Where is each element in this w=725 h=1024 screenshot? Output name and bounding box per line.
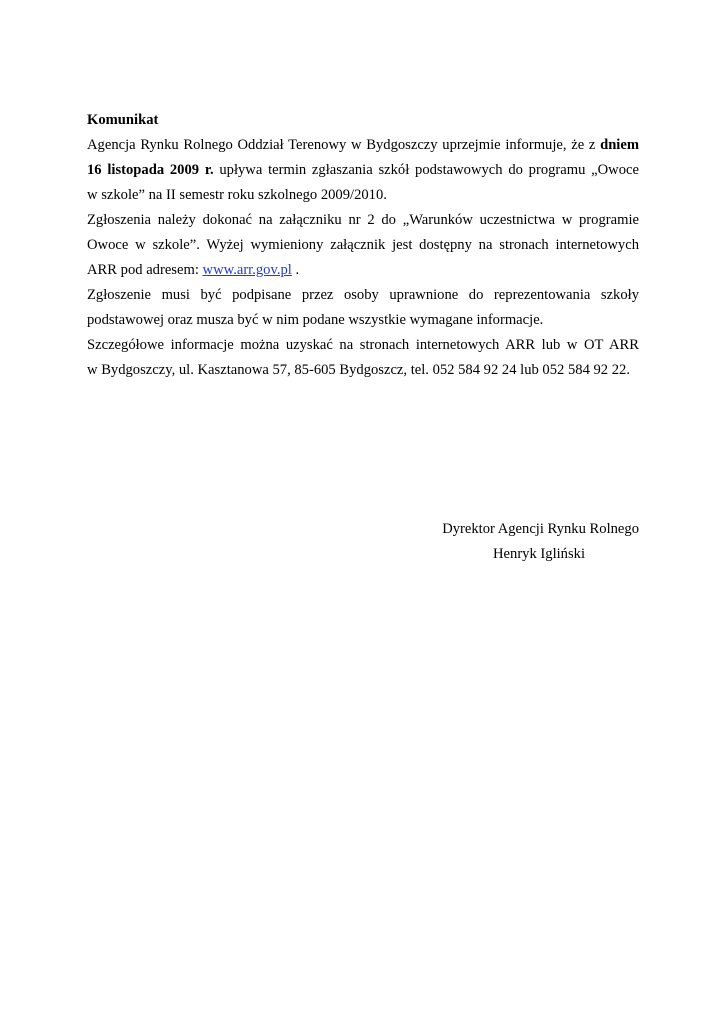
paragraph-line [87,133,639,158]
paragraph-line: Szczegółowe informacje można uzyskać na stronach internetowych ARR lub w OT ARR [87,337,639,353]
paragraph-contact-info [87,333,639,383]
paragraph-deadline [87,133,639,208]
bold-text: dniem [600,137,639,153]
document-body [87,108,639,562]
paragraph-line: w Bydgoszczy, ul. Kasztanowa 57, 85-605 Bydgoszcz, tel. 052 584 92 24 lub 052 584 92 22. [87,362,630,378]
paragraph-signature-requirement [87,283,639,333]
arr-website-link[interactable]: www.arr.gov.pl [202,262,292,278]
document-title: Komunikat [87,112,159,128]
text-span: Agencja Rynku Rolnego Oddział Terenowy w Bydgoszczy uprzejmie informuje, że z [87,137,601,153]
paragraph-line: Owoce w szkole”. Wyżej wymieniony załącznik jest dostępny na stronach internetowych [87,237,639,253]
paragraph-line: w szkole” na II semestr roku szkolnego 2009/2010. [87,187,387,203]
signature-name: Henryk Igliński [493,546,586,562]
paragraph-line [87,258,639,283]
paragraph-attachment [87,208,639,283]
signature-role: Dyrektor Agencji Rynku Rolnego [442,521,639,537]
text-span: ARR pod adresem: [87,262,203,278]
paragraph-line: Zgłoszenie musi być podpisane przez osoby uprawnione do reprezentowania szkoły [87,287,639,303]
paragraph-line: podstawowej oraz musza być w nim podane wszystkie wymagane informacje. [87,312,544,328]
paragraph-line: Zgłoszenia należy dokonać na załączniku nr 2 do „Warunków uczestnictwa w programie [87,212,639,228]
text-span: upływa termin zgłaszania szkół podstawowych do programu „Owoce [213,162,639,178]
bold-date: 16 listopada 2009 r. [87,162,214,178]
signature-block [87,517,639,567]
paragraph-line [87,158,639,183]
text-span: . [291,262,300,278]
